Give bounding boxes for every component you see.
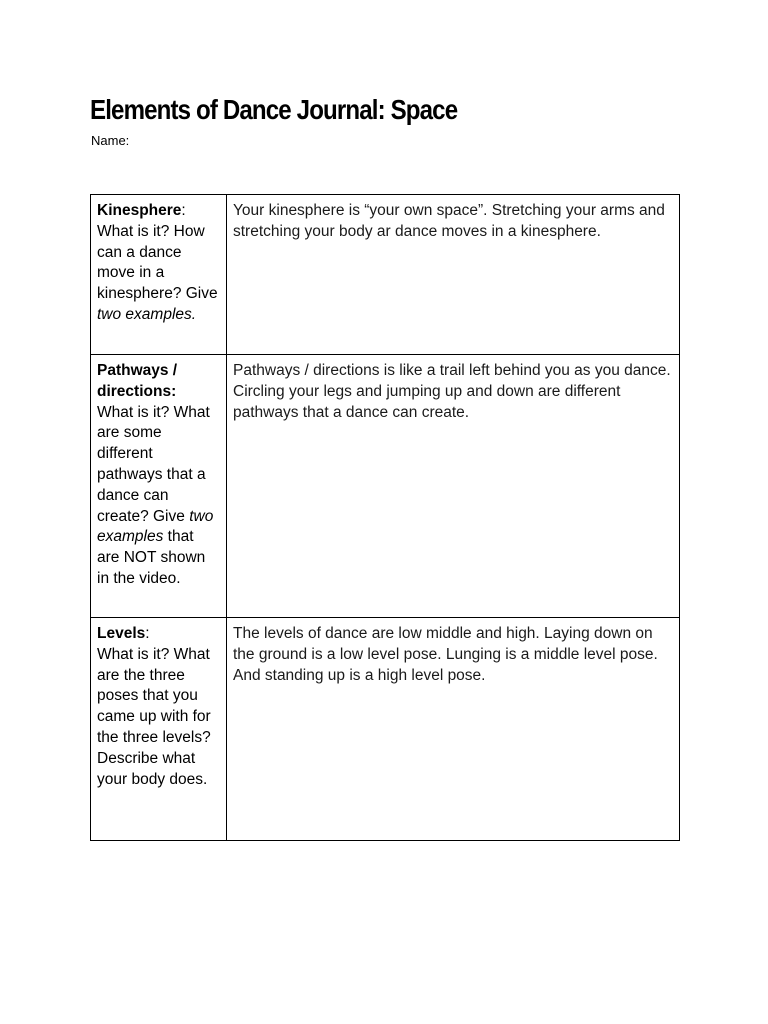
question-cell: [91, 355, 227, 618]
answer-cell: [227, 355, 680, 618]
question-text: What is it? What are the three poses that you came up with for the three levels? Describe what your body does.: [97, 645, 211, 788]
question-cell: [91, 195, 227, 355]
table-row-kinesphere: [91, 195, 680, 355]
answer-text: The levels of dance are low middle and high. Laying down on the ground is a low level pose. Lunging is a middle level pose. And standing up is a high level pose.: [233, 625, 658, 684]
term-label: Kinesphere: [97, 202, 182, 219]
question-emphasis: two examples: [97, 305, 192, 323]
question-text: What is it? What are some different pathways that a dance can create? Give: [97, 403, 210, 525]
term-suffix: :: [181, 202, 186, 219]
answer-cell: [227, 195, 680, 355]
question-text-end: .: [191, 305, 197, 323]
table-row-pathways: [91, 355, 680, 618]
term-label: Levels: [97, 625, 146, 642]
term-label: Pathways / directions:: [97, 362, 178, 400]
answer-cell: [227, 618, 680, 841]
page-title: Elements of Dance Journal: Space: [90, 94, 458, 125]
name-label: Name:: [91, 133, 130, 148]
question-cell: [91, 618, 227, 841]
journal-table: [90, 194, 680, 841]
term-suffix: :: [145, 625, 150, 642]
question-emphasis: two examples: [97, 507, 214, 546]
answer-text: Your kinesphere is “your own space”. Stretching your arms and stretching your body ar dance moves in a kinesphere.: [233, 202, 665, 240]
question-text-end: that are NOT shown in the video.: [97, 528, 206, 587]
question-text: What is it? How can a dance move in a kinesphere? Give: [97, 222, 218, 303]
answer-text: Pathways / directions is like a trail left behind you as you dance. Circling your legs and jumping up and down are different pathways that a dance can create.: [233, 362, 671, 421]
table-row-levels: [91, 618, 680, 841]
